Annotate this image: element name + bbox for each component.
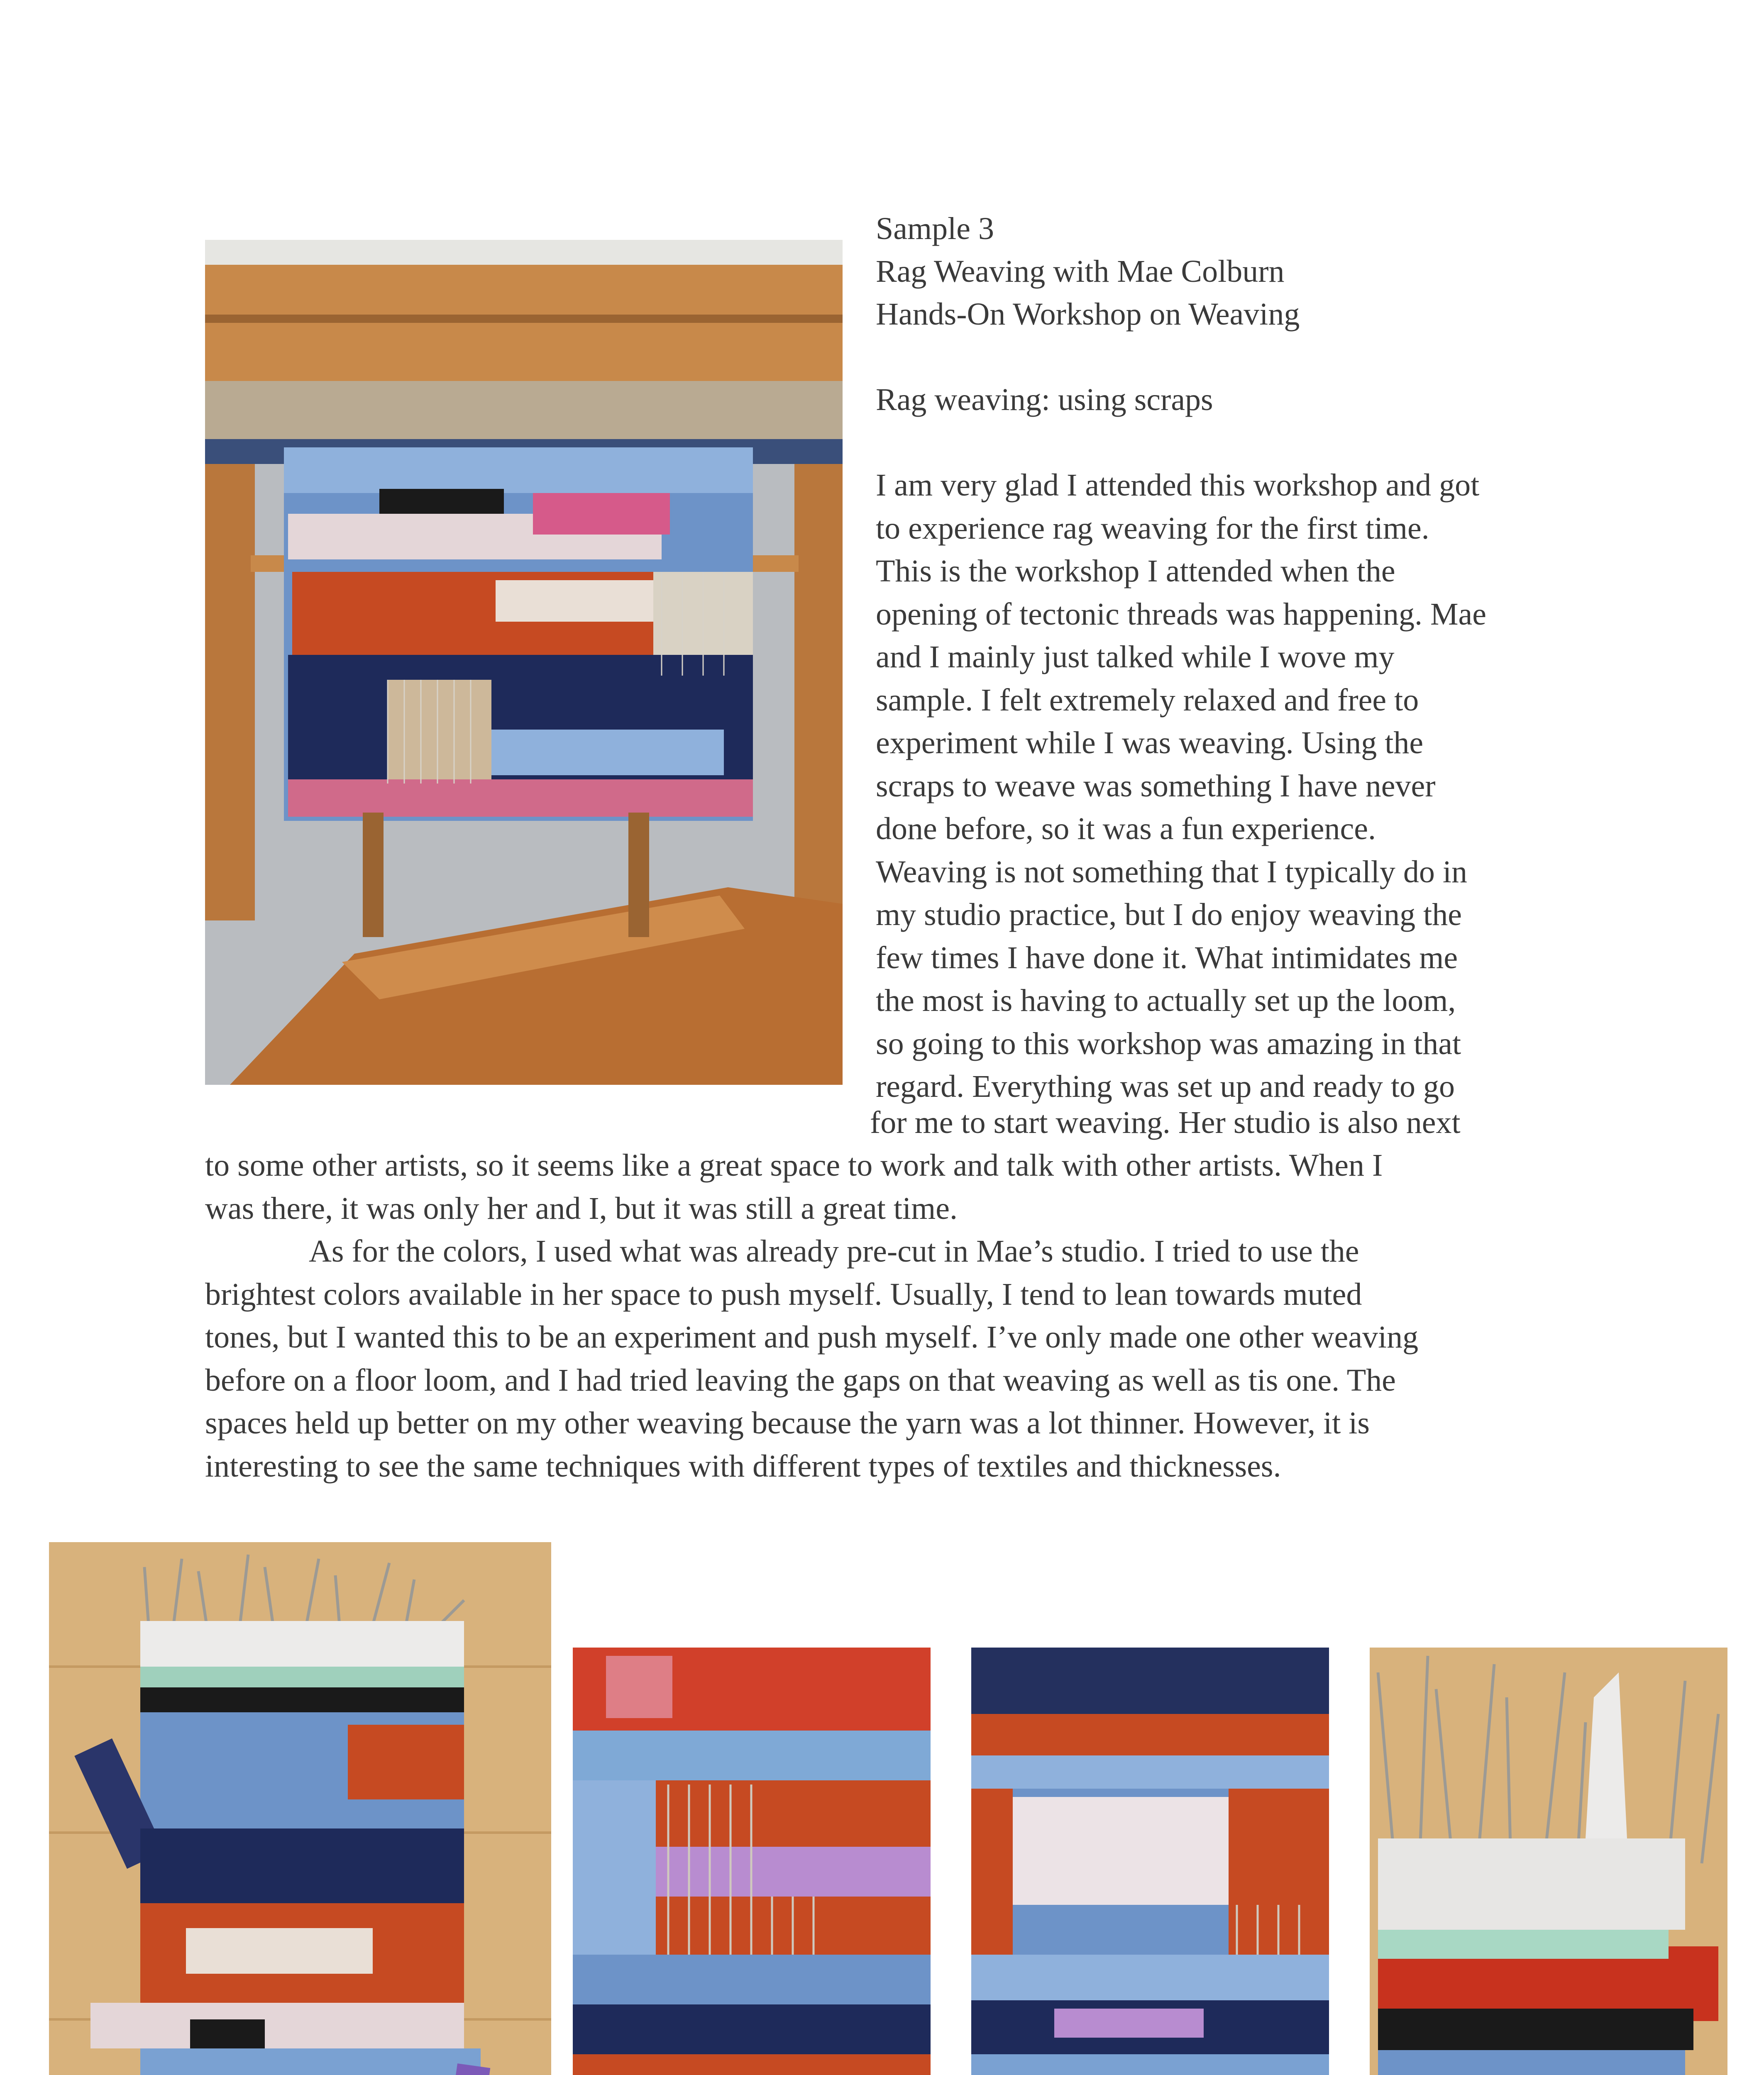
text-line: tones, but I wanted this to be an experiment and push myself. I’ve only made one other weaving <box>205 1320 1419 1355</box>
paragraph-1-right <box>876 464 1556 1108</box>
weaving-detail-photo-2 <box>971 1648 1329 2075</box>
text-line: was there, it was only her and I, but it was still a great time. <box>205 1191 958 1226</box>
sample-number: Sample 3 <box>876 211 994 246</box>
weaving-detail-photo-1 <box>573 1648 931 2075</box>
text-line: to experience rag weaving for the first time. <box>876 510 1429 546</box>
text-line: to some other artists, so it seems like a great space to work and talk with other artists. When I <box>205 1148 1383 1183</box>
text-line: few times I have done it. What intimidates me <box>876 940 1458 975</box>
text-line: so going to this workshop was amazing in that <box>876 1026 1461 1061</box>
text-line: regard. Everything was set up and ready to go <box>876 1069 1455 1104</box>
workshop-title: Rag Weaving with Mae Colburn <box>876 254 1285 289</box>
paragraph-1-continuation <box>205 1144 1554 1230</box>
text-line: done before, so it was a fun experience. <box>876 811 1376 846</box>
text-line: experiment while I was weaving. Using the <box>876 725 1424 760</box>
text-line: As for the colors, I used what was already pre-cut in Mae’s studio. I tried to use the <box>309 1234 1359 1269</box>
text-line: This is the workshop I attended when the <box>876 554 1395 588</box>
topic-line: Rag weaving: using scraps <box>876 382 1213 417</box>
text-line: interesting to see the same techniques with different types of textiles and thicknesses. <box>205 1448 1281 1484</box>
workshop-subtitle: Hands-On Workshop on Weaving <box>876 297 1300 332</box>
paragraph-2 <box>205 1230 1575 1488</box>
text-line: spaces held up better on my other weaving because the yarn was a lot thinner. However, it is <box>205 1406 1370 1440</box>
text-line: Weaving is not something that I typically do in <box>876 854 1467 889</box>
weaving-detail-photo-3 <box>1370 1648 1727 2075</box>
text-line: sample. I felt extremely relaxed and free to <box>876 682 1419 718</box>
text-line: my studio practice, but I do enjoy weaving the <box>876 897 1462 932</box>
text-line: before on a floor loom, and I had tried leaving the gaps on that weaving as well as tis one. The <box>205 1362 1396 1398</box>
text-line: brightest colors available in her space to push myself. Usually, I tend to lean towards muted <box>205 1277 1362 1312</box>
finished-weaving-photo <box>49 1542 551 2075</box>
loom-weaving-photo <box>205 240 843 1085</box>
text-line: scraps to weave was something I have never <box>876 768 1436 803</box>
paragraph-1-lead-line: for me to start weaving. Her studio is also next <box>870 1105 1461 1140</box>
text-line: opening of tectonic threads was happening. Mae <box>876 596 1486 632</box>
text-line: and I mainly just talked while I wove my <box>876 640 1395 674</box>
text-line: I am very glad I attended this workshop and got <box>876 468 1480 503</box>
text-line: the most is having to actually set up the loom, <box>876 983 1456 1018</box>
